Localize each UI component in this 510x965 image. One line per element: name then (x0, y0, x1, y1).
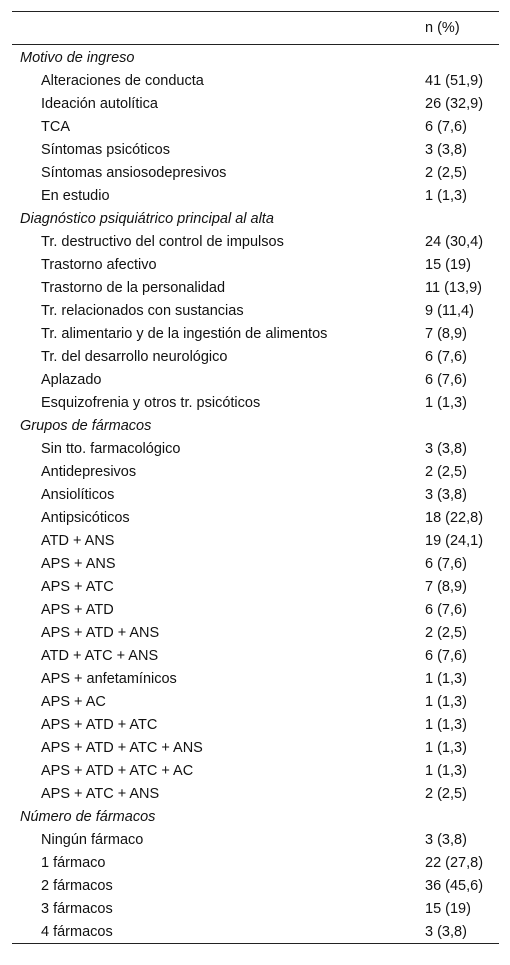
table-row (12, 322, 499, 345)
row-value: 7 (8,9) (425, 578, 467, 595)
table-row (12, 529, 499, 552)
table-row (12, 230, 499, 253)
table-row (12, 851, 499, 874)
section-value-cell (425, 207, 499, 230)
table-row (12, 552, 499, 575)
section-row (12, 45, 499, 70)
row-label: ATD + ANS (41, 532, 115, 549)
row-label: Ideación autolítica (41, 95, 158, 112)
data-table-container (12, 11, 499, 944)
row-label: 2 fármacos (41, 877, 113, 894)
row-value: 3 (3,8) (425, 141, 467, 158)
row-value: 22 (27,8) (425, 854, 484, 871)
row-value: 6 (7,6) (425, 371, 467, 388)
row-label: 4 fármacos (12, 920, 425, 944)
table-row (12, 253, 499, 276)
section-row (12, 805, 499, 828)
table-row (12, 713, 499, 736)
row-label: ATD + ATC + ANS (41, 647, 159, 664)
row-value: 41 (51,9) (425, 72, 484, 89)
section-title: Motivo de ingreso (20, 49, 135, 66)
section-row (12, 207, 499, 230)
table-row (12, 184, 499, 207)
table-row (12, 897, 499, 920)
section-value-cell (425, 805, 499, 828)
row-value: 1 (1,3) (425, 670, 467, 687)
row-label: Síntomas psicóticos (41, 141, 170, 158)
table-row (12, 575, 499, 598)
table-row (12, 667, 499, 690)
row-value: 2 (2,5) (425, 164, 467, 181)
row-value: 1 (1,3) (425, 394, 467, 411)
row-value: 6 (7,6) (425, 118, 467, 135)
row-label: Ningún fármaco (41, 831, 144, 848)
table-row (12, 759, 499, 782)
table-row (12, 345, 499, 368)
row-label: APS + ATD + ANS (41, 624, 160, 641)
row-label: APS + AC (41, 693, 106, 710)
row-label: Aplazado (41, 371, 102, 388)
row-value: 3 (3,8) (425, 440, 467, 457)
row-label: Antidepresivos (41, 463, 137, 480)
row-value: 26 (32,9) (425, 95, 484, 112)
row-label: 3 fármacos (41, 900, 113, 917)
table-row (12, 368, 499, 391)
row-value: 6 (7,6) (425, 601, 467, 618)
table-row (12, 690, 499, 713)
row-value: 18 (22,8) (425, 509, 484, 526)
row-value: 1 (1,3) (425, 187, 467, 204)
row-label: Trastorno afectivo (41, 256, 157, 273)
row-label: APS + ATC (41, 578, 114, 595)
header-label-cell (12, 12, 425, 45)
row-label: Alteraciones de conducta (41, 72, 204, 89)
table-row (12, 92, 499, 115)
row-label: Antipsicóticos (41, 509, 130, 526)
row-value: 11 (13,9) (425, 279, 482, 296)
row-label: APS + ATC + ANS (41, 785, 160, 802)
row-label: Tr. destructivo del control de impulsos (41, 233, 284, 250)
row-value: 1 (1,3) (425, 762, 467, 779)
row-value: 19 (24,1) (425, 532, 484, 549)
row-value: 1 (1,3) (425, 739, 467, 756)
row-label: Síntomas ansiosodepresivos (41, 164, 227, 181)
row-label: Ansiolíticos (41, 486, 115, 503)
table-row (12, 460, 499, 483)
row-label: En estudio (41, 187, 110, 204)
row-value: 6 (7,6) (425, 555, 467, 572)
table-row (12, 69, 499, 92)
row-label: APS + ATD + ATC (41, 716, 158, 733)
table-row (12, 138, 499, 161)
row-value: 1 (1,3) (425, 693, 467, 710)
row-value: 1 (1,3) (425, 716, 467, 733)
table-row (12, 506, 499, 529)
row-value: 9 (11,4) (425, 302, 474, 319)
row-label: APS + ATD (41, 601, 114, 618)
table-row (12, 391, 499, 414)
section-title: Número de fármacos (20, 808, 156, 825)
row-label: Tr. alimentario y de la ingestión de alimentos (41, 325, 328, 342)
table-header (12, 12, 499, 45)
row-label: Esquizofrenia y otros tr. psicóticos (41, 394, 261, 411)
table-row (12, 874, 499, 897)
table-row (12, 920, 499, 944)
row-label: Tr. relacionados con sustancias (41, 302, 244, 319)
row-label: Sin tto. farmacológico (41, 440, 181, 457)
row-value: 15 (19) (425, 256, 471, 273)
table-row (12, 621, 499, 644)
row-value: 36 (45,6) (425, 877, 484, 894)
section-title: Grupos de fármacos (20, 417, 152, 434)
row-value: 3 (3,8) (425, 486, 467, 503)
table-row (12, 598, 499, 621)
row-label: APS + ATD + ATC + AC (41, 762, 194, 779)
row-value: 2 (2,5) (425, 785, 467, 802)
row-value: 7 (8,9) (425, 325, 467, 342)
table-row (12, 437, 499, 460)
table-row (12, 782, 499, 805)
section-title: Diagnóstico psiquiátrico principal al alta (20, 210, 274, 227)
row-label: APS + anfetamínicos (41, 670, 177, 687)
section-row (12, 414, 499, 437)
row-value: 2 (2,5) (425, 463, 467, 480)
header-value-cell: n (%) (425, 12, 499, 45)
table-row (12, 644, 499, 667)
table-row (12, 299, 499, 322)
row-value: 6 (7,6) (425, 647, 467, 664)
header-row (12, 12, 499, 45)
row-value: 2 (2,5) (425, 624, 467, 641)
section-value-cell (425, 414, 499, 437)
row-label: Trastorno de la personalidad (41, 279, 226, 296)
table-row (12, 115, 499, 138)
table-row (12, 483, 499, 506)
table-row (12, 736, 499, 759)
table-row (12, 828, 499, 851)
section-value-cell (425, 45, 499, 70)
row-label: Tr. del desarrollo neurológico (41, 348, 228, 365)
table-row (12, 276, 499, 299)
row-value: 24 (30,4) (425, 233, 484, 250)
row-label: TCA (41, 118, 70, 135)
row-value: 3 (3,8) (425, 831, 467, 848)
table-row (12, 161, 499, 184)
row-label: 1 fármaco (41, 854, 106, 871)
row-value: 15 (19) (425, 900, 471, 917)
row-label: APS + ATD + ATC + ANS (41, 739, 203, 756)
row-value: 6 (7,6) (425, 348, 467, 365)
row-label: APS + ANS (41, 555, 116, 572)
table-body (12, 45, 499, 944)
row-value: 3 (3,8) (425, 920, 499, 944)
data-table (12, 11, 499, 944)
